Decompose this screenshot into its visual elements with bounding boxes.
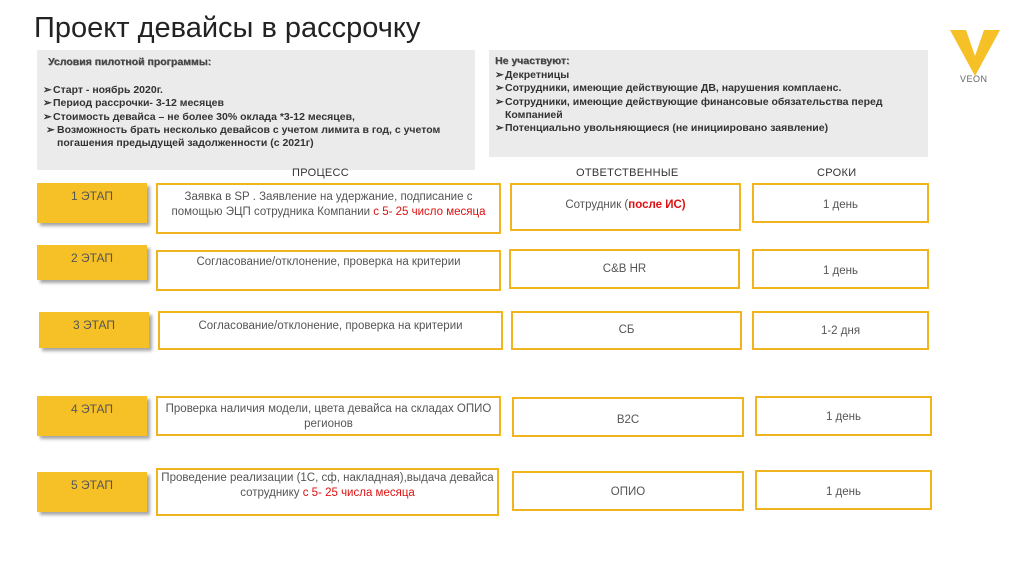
veon-logo	[946, 26, 1004, 96]
list-item: ➢ Сотрудники, имеющие действующие финансовые обязательства перед Компанией	[495, 95, 883, 121]
arrow-bullet-icon: ➢	[495, 95, 504, 108]
stage-4: 4 ЭТАП	[37, 396, 147, 436]
stage-5-process: Проведение реализации (1С, сф, накладная),выдача девайса сотруднику с 5- 25 числа месяца	[156, 468, 499, 516]
arrow-bullet-icon: ➢	[46, 123, 55, 136]
arrow-bullet-icon: ➢	[43, 97, 52, 110]
pilot-conditions-heading: Условия пилотной программы:	[48, 56, 212, 68]
stage-3-deadline: 1-2 дня	[752, 311, 929, 350]
stage-1-responsible: Сотрудник (после ИС)	[510, 183, 741, 231]
stage-3-responsible: СБ	[511, 311, 742, 350]
column-header-process: ПРОЦЕСС	[292, 167, 350, 179]
stage-5-responsible: ОПИО	[512, 471, 744, 511]
logo-text: VEON	[960, 74, 988, 84]
stage-1-deadline: 1 день	[752, 183, 929, 223]
stage-5-deadline: 1 день	[755, 470, 932, 510]
stage-3: 3 ЭТАП	[39, 312, 149, 348]
stage-5: 5 ЭТАП	[37, 472, 147, 512]
stage-3-process: Согласование/отклонение, проверка на критерии	[158, 311, 503, 350]
pilot-conditions-list	[43, 84, 468, 150]
excluded-list	[495, 69, 923, 135]
stage-4-deadline: 1 день	[755, 396, 932, 436]
list-item: ➢ Период рассрочки- 3-12 месяцев	[43, 97, 224, 110]
pilot-conditions-box	[37, 50, 475, 170]
column-header-responsible: ОТВЕТСТВЕННЫЕ	[576, 167, 679, 179]
stage-1: 1 ЭТАП	[37, 183, 147, 223]
stage-2-responsible: C&B HR	[509, 249, 740, 289]
list-item: ➢ Декретницы	[495, 69, 570, 81]
column-header-deadlines: СРОКИ	[817, 167, 857, 179]
stage-2-process: Согласование/отклонение, проверка на критерии	[156, 250, 501, 291]
stage-4-process: Проверка наличия модели, цвета девайса на складах ОПИО регионов	[156, 396, 501, 436]
arrow-bullet-icon: ➢	[495, 82, 504, 95]
stage-4-responsible: B2C	[512, 397, 744, 437]
arrow-bullet-icon: ➢	[43, 84, 52, 96]
stage-2-deadline: 1 день	[752, 249, 929, 289]
list-item: ➢ Старт - ноябрь 2020г.	[43, 84, 163, 96]
stage-1-process: Заявка в SP . Заявление на удержание, подписание с помощью ЭЦП сотрудника Компании с 5- 25 число месяца	[156, 183, 501, 234]
list-item: ➢ Стоимость девайса – не более 30% оклада *3-12 месяцев,	[43, 110, 355, 123]
arrow-bullet-icon: ➢	[43, 110, 52, 123]
arrow-bullet-icon: ➢	[495, 122, 504, 135]
excluded-box	[489, 50, 928, 157]
excluded-heading: Не участвуют:	[495, 55, 570, 67]
page-title: Проект девайсы в рассрочку	[34, 12, 421, 44]
arrow-bullet-icon: ➢	[495, 69, 504, 81]
stage-2: 2 ЭТАП	[37, 245, 147, 280]
list-item: ➢ Потенциально увольняющиеся (не инициировано заявление)	[495, 122, 829, 135]
list-item: ➢ Сотрудники, имеющие действующие ДВ, нарушения комплаенс.	[495, 82, 842, 95]
list-item: ➢ Возможность брать несколько девайсов с учетом лимита в год, с учетом погашения предыдущей задолженности (с 2021г)	[46, 123, 441, 150]
